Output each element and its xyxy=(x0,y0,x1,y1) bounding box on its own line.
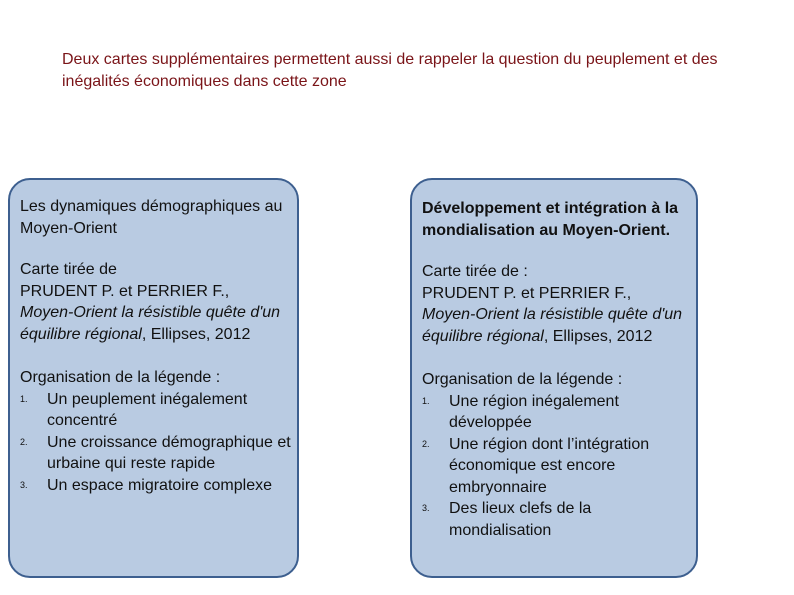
item-number: 1. xyxy=(422,395,430,406)
source-authors: PRUDENT P. et PERRIER F., xyxy=(422,284,632,302)
list-item xyxy=(20,475,293,497)
legend-colon: : xyxy=(613,371,623,388)
legend-list xyxy=(422,391,692,542)
card-source xyxy=(20,259,293,345)
source-intro: Carte tirée de : xyxy=(422,263,528,280)
list-item xyxy=(422,498,692,541)
item-number: 1. xyxy=(20,393,28,404)
legend-section xyxy=(20,367,293,496)
list-item xyxy=(422,391,692,434)
source-publisher: , Ellipses, 2012 xyxy=(543,327,653,345)
list-item xyxy=(422,434,692,499)
item-text: Un espace migratoire complexe xyxy=(47,476,272,494)
legend-label: Organisation de la légende xyxy=(422,371,614,388)
source-intro: Carte tirée de xyxy=(20,261,117,278)
item-number: 2. xyxy=(422,438,430,449)
item-text: Une croissance démographique et urbaine qui reste rapide xyxy=(47,433,291,472)
card-heading: Les dynamiques démographiques au Moyen-Orient xyxy=(20,198,283,237)
source-book-title: Moyen-Orient la résistible quête d'un équilibre régional xyxy=(422,306,683,345)
legend-heading xyxy=(422,369,692,391)
source-book-title: Moyen-Orient la résistible quête d'un équilibre régional xyxy=(20,304,281,343)
legend-label: Organisation de la légende xyxy=(20,369,212,386)
card-heading: Développement et intégration à la mondialisation au Moyen-Orient. xyxy=(422,200,679,239)
legend-section xyxy=(422,369,692,541)
card-source xyxy=(422,261,692,347)
source-authors: PRUDENT P. et PERRIER F., xyxy=(20,282,230,300)
legend-list xyxy=(20,389,293,497)
card-demographics xyxy=(8,178,299,578)
source-publisher: , Ellipses, 2012 xyxy=(141,325,251,343)
list-item xyxy=(20,432,293,475)
card-development xyxy=(410,178,698,578)
source-citation xyxy=(20,302,293,345)
item-number: 3. xyxy=(422,503,430,513)
source-citation xyxy=(422,304,692,347)
legend-heading xyxy=(20,367,293,389)
item-text: Une région inégalement développée xyxy=(449,392,619,431)
item-text: Un peuplement inégalement concentré xyxy=(47,390,248,429)
item-text: Une région dont l’intégration économique est encore embryonnaire xyxy=(449,435,650,496)
legend-colon: : xyxy=(211,369,221,386)
list-item xyxy=(20,389,293,432)
item-number: 3. xyxy=(20,479,28,490)
item-number: 2. xyxy=(20,436,28,447)
page-title: Deux cartes supplémentaires permettent aussi de rappeler la question du peuplement et des inégalités économiques dans cette zone xyxy=(62,51,718,90)
item-text: Des lieux clefs de la mondialisation xyxy=(449,500,592,539)
